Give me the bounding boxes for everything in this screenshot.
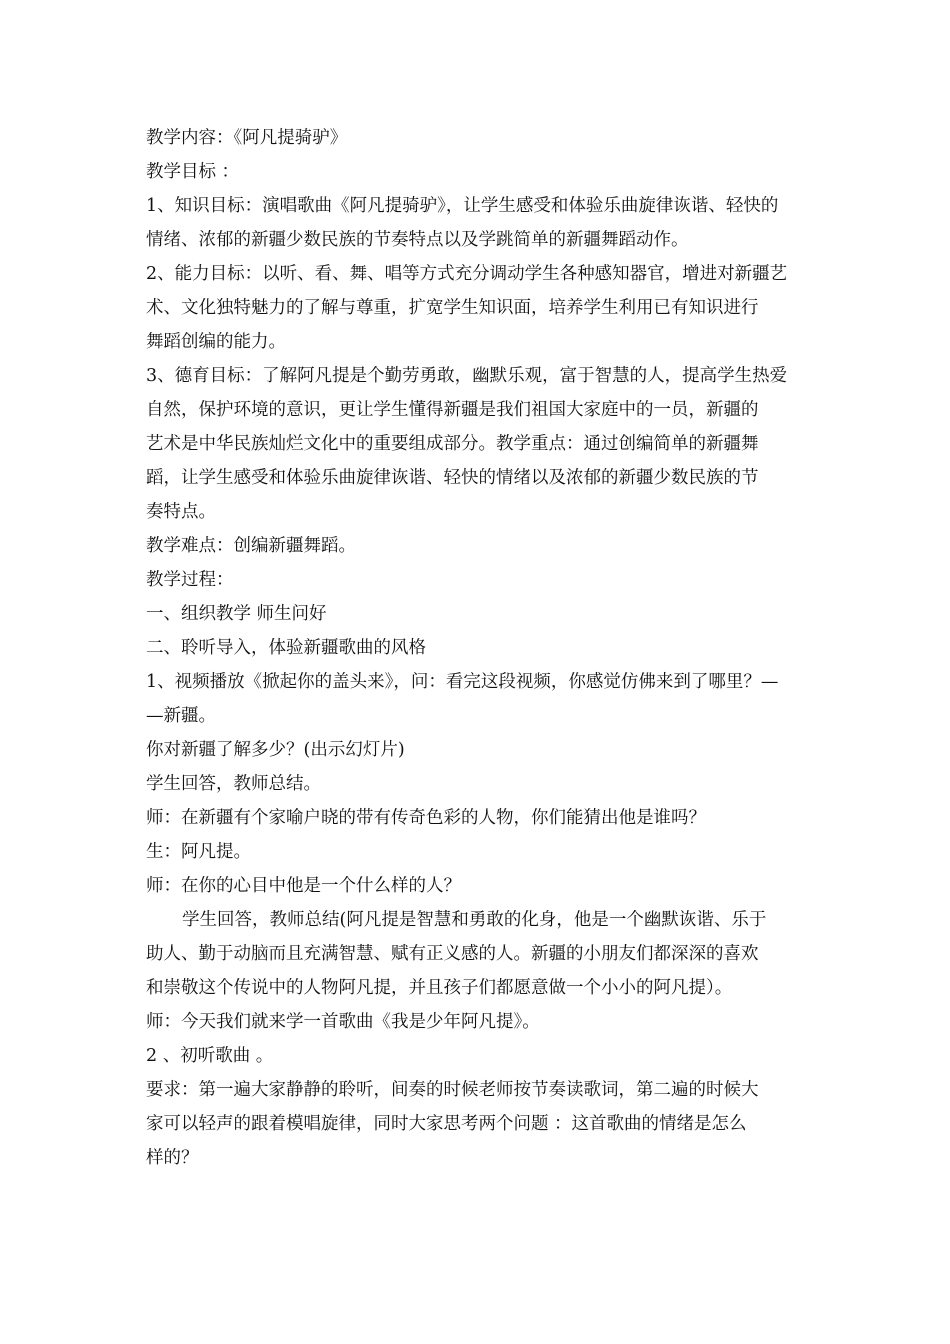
text-line: 2、能力目标：以听、看、舞、唱等方式充分调动学生各种感知器官，增进对新疆艺 bbox=[146, 264, 788, 284]
difficulty-line: 教学难点：创编新疆舞蹈。 bbox=[146, 536, 356, 556]
text-line: 1、视频播放《掀起你的盖头来》，问：看完这段视频，你感觉仿佛来到了哪里？— bbox=[146, 672, 779, 692]
text-line: 2 、初听歌曲 。 bbox=[146, 1046, 274, 1066]
text-line: 蹈，让学生感受和体验乐曲旋律诙谐、轻快的情绪以及浓郁的新疆少数民族的节 bbox=[146, 468, 759, 488]
text-line: 要求：第一遍大家静静的聆听，间奏的时候老师按节奏读歌词，第二遍的时候大 bbox=[146, 1080, 759, 1100]
objectives-heading: 教学目标 ： bbox=[146, 162, 240, 182]
text-line: 助人、勤于动脑而且充满智慧、赋有正义感的人。新疆的小朋友们都深深的喜欢 bbox=[146, 944, 759, 964]
text-line: 奏特点。 bbox=[146, 502, 216, 522]
document-body bbox=[146, 121, 816, 1175]
text-line: 二、聆听导入，体验新疆歌曲的风格 bbox=[146, 638, 426, 658]
text-line: 自然，保护环境的意识，更让学生懂得新疆是我们祖国大家庭中的一员，新疆的 bbox=[146, 400, 759, 420]
text-line: 师：在新疆有个家喻户晓的带有传奇色彩的人物，你们能猜出他是谁吗？ bbox=[146, 808, 706, 828]
text-line: 生：阿凡提。 bbox=[146, 842, 251, 862]
content-title: 教学内容：《阿凡提骑驴》 bbox=[146, 128, 348, 148]
text-line: 3、德育目标：了解阿凡提是个勤劳勇敢，幽默乐观，富于智慧的人，提高学生热爱 bbox=[146, 366, 788, 386]
text-line: 师：今天我们就来学一首歌曲《我是少年阿凡提》。 bbox=[146, 1012, 540, 1032]
text-line: 艺术是中华民族灿烂文化中的重要组成部分。教学重点：通过创编简单的新疆舞 bbox=[146, 434, 759, 454]
text-line: 你对新疆了解多少？(出示幻灯片) bbox=[146, 740, 405, 760]
text-line: 术、文化独特魅力的了解与尊重，扩宽学生知识面，培养学生利用已有知识进行 bbox=[146, 298, 759, 318]
text-line: 情绪、浓郁的新疆少数民族的节奏特点以及学跳简单的新疆舞蹈动作。 bbox=[146, 230, 689, 250]
text-line: 1、知识目标：演唱歌曲《阿凡提骑驴》，让学生感受和体验乐曲旋律诙谐、轻快的 bbox=[146, 196, 779, 216]
process-heading: 教学过程： bbox=[146, 570, 234, 590]
text-line: 一、组织教学 师生问好 bbox=[146, 604, 327, 624]
text-line: 舞蹈创编的能力。 bbox=[146, 332, 286, 352]
text-line: 师：在你的心目中他是一个什么样的人？ bbox=[146, 876, 461, 896]
text-line: 和崇敬这个传说中的人物阿凡提，并且孩子们都愿意做一个小小的阿凡提）。 bbox=[146, 978, 733, 998]
text-line: 学生回答，教师总结(阿凡提是智慧和勇敢的化身，他是一个幽默诙谐、乐于 bbox=[182, 910, 767, 930]
text-line: 学生回答，教师总结。 bbox=[146, 774, 321, 794]
text-line: 样的？ bbox=[146, 1148, 199, 1168]
text-line: —新疆。 bbox=[146, 706, 216, 726]
text-line: 家可以轻声的跟着模唱旋律，同时大家思考两个问题 ：这首歌曲的情绪是怎么 bbox=[146, 1114, 747, 1134]
